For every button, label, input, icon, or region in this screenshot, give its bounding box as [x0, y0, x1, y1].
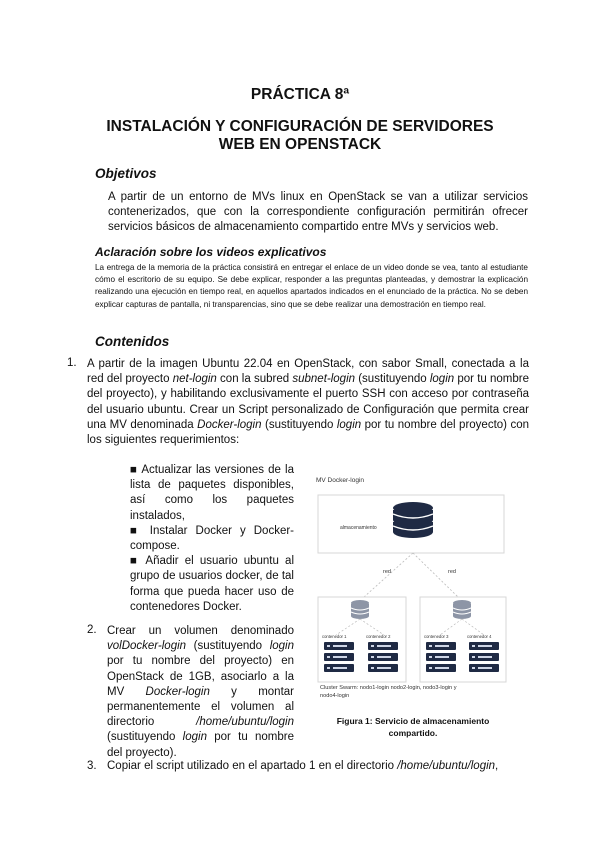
list-item: ■ Añadir el usuario ubuntu al grupo de usuarios docker, de tal forma que pueda hacer uso de contenedores Docker. — [130, 555, 294, 613]
database-icon — [393, 502, 433, 538]
container-label: contenedor 4 — [467, 634, 492, 639]
item-2-number: 2. — [87, 624, 97, 636]
list-item: ■ Instalar Docker y Docker-compose. — [130, 524, 294, 553]
document-subtitle-line-1: INSTALACIÓN Y CONFIGURACIÓN DE SERVIDORES — [106, 118, 494, 135]
server-rack-icon — [426, 642, 456, 672]
database-icon-small — [453, 600, 471, 619]
vm-label: MV Docker-login — [316, 477, 365, 484]
item-2-text: Crear un volumen denominado volDocker-login (sustituyendo login por tu nombre del proyecto) en OpenStack de 1GB, asociarlo a la MV Docker-login y montar permanentemente el volumen al directorio /home/ubuntu/login (sustituyendo login por tu nombre del proyecto). — [107, 625, 294, 759]
aclaracion-heading: Aclaración sobre los videos explicativos — [95, 245, 327, 259]
item-1-number: 1. — [67, 357, 77, 369]
requirements-list — [130, 463, 294, 615]
figure-caption-line-2: compartido. — [388, 728, 438, 738]
page-title: PRÁCTICA 8ª — [250, 86, 350, 103]
server-rack-icon — [368, 642, 398, 672]
network-link-left — [364, 553, 413, 597]
container-label: contenedor 1 — [322, 634, 347, 639]
aclaracion-text: La entrega de la memoria de la práctica consistirá en entregar el enlace de un video donde se vea, tanto al estudiante cómo el escritorio de su equipo. Se debe explicar, responder a las preguntas planteadas, y demostrar la explicación realizando una ejecución en tiempo real, en aquellos apartados indicados en el enunciado de la práctica. No se deben explicar capturas de pantalla, ni transparencias, sino que se debe realizar una demostración en tiempo real. — [95, 263, 528, 309]
container-label: contenedor 3 — [424, 634, 449, 639]
container-label: contenedor 2 — [366, 634, 391, 639]
objetivos-heading: Objetivos — [95, 166, 157, 181]
red-label-right: red — [448, 569, 456, 575]
server-rack-icon — [324, 642, 354, 672]
figure-caption — [315, 715, 511, 739]
cluster-caption-line-1: Cluster Swarm: nodo1-login nodo2-login, nodo3-login y — [320, 685, 457, 691]
document-subtitle-line-2: WEB EN OPENSTACK — [218, 136, 382, 153]
cluster-caption-line-2: nodo4-login — [320, 693, 350, 699]
storage-label: almacenamiento — [340, 525, 377, 531]
contenidos-heading: Contenidos — [95, 334, 170, 349]
objetivos-text: A partir de un entorno de MVs linux en OpenStack se van a utilizar servicios contenerizados, que con la correspondiente configuración permitirán ofrecer servicios básicos de almacenamiento compartido entre MVs y servicios web. — [108, 191, 528, 233]
item-1-text: A partir de la imagen Ubuntu 22.04 en OpenStack, con sabor Small, conectada a la red del proyecto net-login con la subred subnet-login (sustituyendo login por tu nombre del proyecto), y habilitando exclusivamente el puerto SSH con acceso por contraseña del usuario ubuntu. Crear un Script personalizado de Configuración que permita crear una MV denominada Docker-login (sustituyendo login por tu nombre del proyecto) con los siguientes requerimientos: — [87, 358, 530, 447]
network-link-right — [413, 553, 458, 597]
storage-diagram — [312, 470, 510, 700]
red-label-left: red — [383, 569, 391, 575]
figure-caption-line-1: Figura 1: Servicio de almacenamiento — [336, 716, 490, 726]
database-icon-small — [351, 600, 369, 619]
item-3-text: Copiar el script utilizado en el apartado 1 en el directorio /home/ubuntu/login, — [107, 760, 499, 772]
list-item: ■ Actualizar las versiones de la lista de paquetes disponibles, así como los paquetes instalados, — [130, 464, 294, 522]
item-3-number: 3. — [87, 760, 97, 772]
server-rack-icon — [469, 642, 499, 672]
